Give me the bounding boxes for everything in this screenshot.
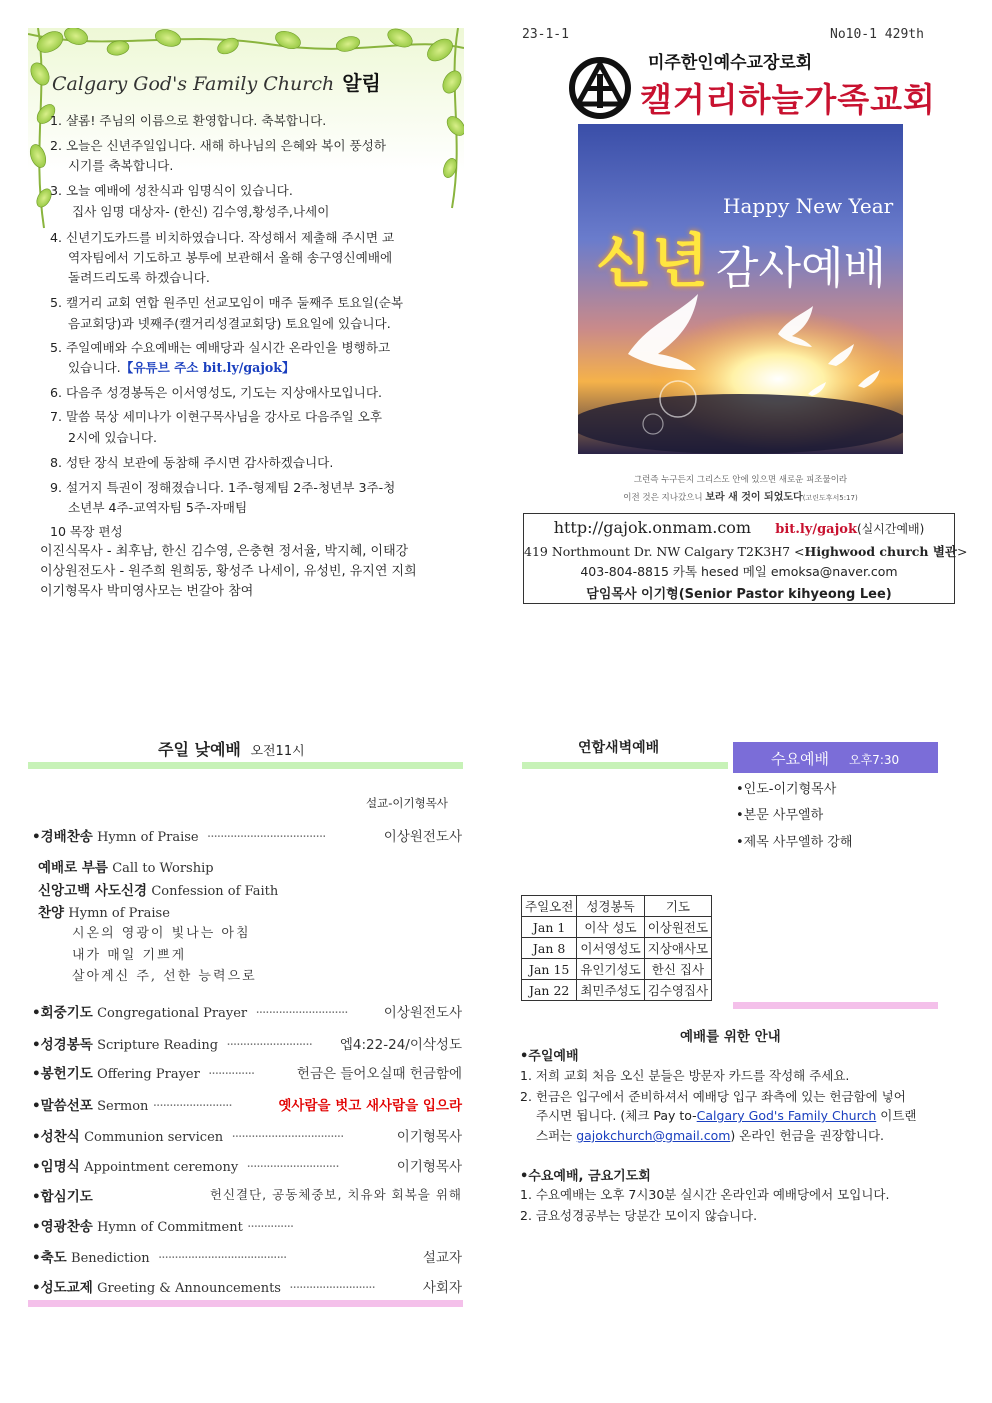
sunday-service-time: 오전11시 bbox=[250, 744, 305, 759]
sunday-service-title bbox=[158, 737, 305, 760]
order-key: •경배찬송 bbox=[32, 829, 93, 845]
notice-line: 이기형목사 박미영사모는 번갈아 참여 bbox=[40, 584, 254, 599]
order-row bbox=[38, 879, 468, 899]
verse-part-a: 이전 것은 지나갔으니 bbox=[623, 493, 706, 503]
order-row bbox=[32, 1185, 462, 1205]
notice-line: 8. 성탄 장식 보관에 동참해 주시면 감사하겠습니다. bbox=[50, 455, 334, 470]
order-english: Hymn of Praise bbox=[97, 830, 199, 845]
sunday-service-name: 주일 낮예배 bbox=[158, 740, 241, 759]
notice-line: 5. 주일예배와 수요예배는 예배당과 실시간 온라인을 병행하고 bbox=[50, 340, 391, 355]
order-row: •축도 Benediction ······································· 설교자 bbox=[32, 1246, 462, 1266]
live-label: (실시간예배) bbox=[856, 522, 925, 536]
order-english: Hymn of Praise bbox=[68, 906, 170, 921]
order-row: •회중기도 Congregational Prayer ···························· 이상원전도사 bbox=[32, 1001, 462, 1021]
title-rest-text: 감사예배 bbox=[716, 243, 887, 294]
order-english: Scripture Reading bbox=[97, 1038, 219, 1053]
notice-line: 이상원전도사 - 원주희 원희동, 황성주 나세이, 유성빈, 유지연 지희 bbox=[40, 564, 417, 579]
contact-box bbox=[523, 513, 968, 604]
notice-line: 2. 오늘은 신년주일입니다. 새해 하나님의 은혜와 복이 풍성하 bbox=[50, 138, 387, 153]
contact-line-web bbox=[524, 518, 954, 537]
order-row: •임명식 Appointment ceremony ···························· 이기형목사 bbox=[32, 1155, 462, 1175]
notice-line: 음교회당)과 넷째주(캘거리성결교회당) 토요일에 있습니다. bbox=[68, 316, 391, 331]
table-cell: 유인기성도 bbox=[577, 959, 644, 980]
order-leader: 설교자 bbox=[422, 1250, 462, 1266]
guide-line: 1. 수요예배는 오후 7시30분 실시간 온라인과 예배당에서 모입니다. bbox=[520, 1187, 890, 1202]
guide-text: 스퍼는 bbox=[536, 1128, 577, 1143]
venue-text: Highwood church 별관 bbox=[804, 544, 958, 559]
order-row: •성경봉독 Scripture Reading ·························· 엡4:22-24/이삭성도 bbox=[32, 1033, 462, 1053]
title-big-text: 신년 bbox=[596, 227, 709, 295]
table-cell: 지상애사모 bbox=[644, 938, 711, 959]
verse-part-b: 보라 새 것이 되었도다 bbox=[705, 492, 803, 503]
notice-line: 시기를 축복합니다. bbox=[68, 158, 174, 173]
order-row: •봉헌기도 Offering Prayer ·············· 헌금은 들어오실때 헌금함에 bbox=[32, 1062, 462, 1082]
notice-line: 소년부 4주-교역자팀 5주-자매팀 bbox=[68, 500, 248, 515]
hymn-title bbox=[72, 944, 502, 963]
bible-verse-line-1: 그런즉 누구든지 그리스도 안에 있으면 새로운 피조물이라 bbox=[633, 475, 848, 485]
guide-line: 2. 헌금은 입구에서 준비하셔서 예배당 입구 좌측에 있는 헌금함에 넣어 bbox=[520, 1089, 906, 1104]
table-cell: 김수영집사 bbox=[644, 980, 711, 1001]
order-leader: 이기형목사 bbox=[396, 1159, 462, 1175]
table-header-row bbox=[522, 896, 712, 917]
table-row bbox=[522, 917, 712, 938]
order-leader: 헌금은 들어오실때 헌금함에 bbox=[296, 1066, 462, 1082]
guide-line: 2. 금요성경공부는 당분간 모이지 않습니다. bbox=[520, 1208, 758, 1223]
table-header: 성경봉독 bbox=[577, 896, 644, 917]
order-row: •영광찬송 Hymn of Commitment ·············· bbox=[32, 1219, 294, 1235]
table-cell: 한신 집사 bbox=[644, 959, 711, 980]
church-logo-icon bbox=[568, 56, 632, 120]
date-code: 23-1-1 bbox=[522, 27, 569, 42]
table-row bbox=[522, 938, 712, 959]
order-leader: 헌신결단, 공동체중보, 치유와 회복을 위해 bbox=[209, 1187, 462, 1202]
order-key: •성찬식 bbox=[32, 1129, 80, 1145]
order-leader: 엡4:22-24/이삭성도 bbox=[339, 1037, 462, 1053]
venue-close: > bbox=[957, 544, 968, 559]
notice-line: 돌려드리도록 하겠습니다. bbox=[68, 270, 210, 285]
notice-title bbox=[52, 67, 381, 96]
guide-sunday-heading: •주일예배 bbox=[520, 1049, 579, 1064]
wednesday-item: •인도-이기형목사 bbox=[736, 782, 837, 797]
table-cell: 이상원전도 bbox=[644, 917, 711, 938]
senior-pastor: 담임목사 이기형(Senior Pastor kihyeong Lee) bbox=[586, 587, 892, 602]
order-row bbox=[38, 901, 468, 921]
order-key: •축도 bbox=[32, 1250, 67, 1266]
guide-title: 예배를 위한 안내 bbox=[680, 1029, 781, 1045]
table-cell: 최민주성도 bbox=[577, 980, 644, 1001]
guide-text: 주시면 됩니다. (체크 Pay to- bbox=[536, 1108, 697, 1123]
order-key: •성경봉독 bbox=[32, 1037, 93, 1053]
wednesday-title: 수요예배 bbox=[771, 750, 829, 768]
section-divider bbox=[28, 762, 463, 769]
notice-line: 9. 설거지 특권이 정해졌습니다. 1주-형제팀 2주-청년부 3주-청 bbox=[50, 480, 396, 495]
wednesday-item: •본문 사무엘하 bbox=[736, 808, 824, 823]
hymn-name: 내가 매일 기쁘게 bbox=[72, 948, 187, 963]
website-link[interactable]: http://gajok.onmam.com bbox=[553, 518, 752, 537]
hymn-title bbox=[72, 965, 502, 984]
order-row: •경배찬송 Hymn of Praise ···································· 이상원전도사 bbox=[32, 825, 462, 845]
section-divider bbox=[28, 1300, 463, 1307]
guide-wednesday-heading: •수요예배, 금요기도회 bbox=[520, 1169, 651, 1184]
section-divider bbox=[522, 762, 728, 769]
preacher-note: 설교-이기형목사 bbox=[366, 796, 448, 810]
table-cell: Jan 1 bbox=[522, 917, 577, 938]
order-english: Offering Prayer bbox=[97, 1067, 200, 1082]
notice-line: 6. 다음주 성경봉독은 이서영성도, 기도는 지상애사모입니다. bbox=[50, 385, 383, 400]
email-link[interactable]: gajokchurch@gmail.com bbox=[576, 1128, 731, 1143]
order-key: •임명식 bbox=[32, 1159, 80, 1175]
order-english: Congregational Prayer bbox=[97, 1006, 248, 1021]
order-key: •성도교제 bbox=[32, 1280, 93, 1296]
notice-title-ko: 알림 bbox=[342, 71, 381, 95]
order-english: Appointment ceremony bbox=[84, 1160, 239, 1175]
order-key: 예배로 부름 bbox=[38, 860, 108, 876]
order-english: Confession of Faith bbox=[151, 884, 279, 899]
live-stream-link[interactable]: bit.ly/gajok bbox=[775, 522, 857, 537]
guide-line bbox=[536, 1126, 884, 1144]
order-key: •회중기도 bbox=[32, 1005, 93, 1021]
verse-reference: (고린도후서5:17) bbox=[802, 494, 858, 502]
guide-line: 1. 저희 교회 처음 오신 분들은 방문자 카드를 작성해 주세요. bbox=[520, 1068, 850, 1083]
phone-email-line: 403-804-8815 카톡 hesed 메일 emoksa@naver.com bbox=[580, 564, 898, 579]
table-cell: 이서영성도 bbox=[577, 938, 644, 959]
issue-number: No10-1 429th bbox=[830, 27, 924, 42]
order-english: Hymn of Commitment bbox=[97, 1220, 243, 1235]
contact-line-address bbox=[524, 542, 968, 560]
notice-line: 집사 임명 대상자- (한신) 김수영,황성주,나세이 bbox=[72, 204, 330, 219]
order-leader: 사회자 bbox=[422, 1280, 462, 1296]
order-row: •성도교제 Greeting & Announcements ·························· 사회자 bbox=[32, 1276, 462, 1296]
notice-line-text: 있습니다. bbox=[68, 360, 121, 375]
order-english: Communion servicen bbox=[84, 1130, 224, 1145]
order-key: •말씀선포 bbox=[32, 1098, 93, 1114]
order-english: Sermon bbox=[97, 1099, 149, 1114]
order-row bbox=[38, 856, 468, 876]
notice-line: 4. 신년기도카드를 비치하였습니다. 작성해서 제출해 주시면 교 bbox=[50, 230, 395, 245]
table-row bbox=[522, 959, 712, 980]
guide-text: ) 온라인 헌금을 권장합니다. bbox=[730, 1128, 885, 1143]
table-row bbox=[522, 980, 712, 1001]
church-name: 캘거리하늘가족교회 bbox=[640, 80, 936, 119]
order-english: Greeting & Announcements bbox=[97, 1281, 281, 1296]
bible-verse-line-2 bbox=[578, 488, 903, 503]
address-text: 419 Northmount Dr. NW Calgary T2K3H7 < bbox=[524, 544, 805, 559]
table-header: 기도 bbox=[644, 896, 711, 917]
order-key: 신앙고백 사도신경 bbox=[38, 883, 148, 899]
order-key: •봉헌기도 bbox=[32, 1066, 93, 1082]
dawn-service-title: 연합새벽예배 bbox=[578, 740, 660, 756]
order-leader: 이상원전도사 bbox=[383, 829, 462, 845]
order-row: •말씀선포 Sermon ························ 옛사람을 벗고 새사람을 입으라 bbox=[32, 1094, 462, 1114]
notice-line: 7. 말씀 묵상 세미나가 이현구목사님을 강사로 다음주일 오후 bbox=[50, 409, 383, 424]
wednesday-header bbox=[733, 742, 938, 773]
section-divider bbox=[733, 1002, 938, 1009]
hymn-title bbox=[72, 922, 502, 941]
table-header: 주일오전 bbox=[522, 896, 577, 917]
hymn-name: 시온의 영광이 빛나는 아침 bbox=[72, 926, 251, 941]
denomination-name: 미주한인예수교장로회 bbox=[648, 53, 813, 73]
order-row: •성찬식 Communion servicen ·································· 이기형목사 bbox=[32, 1125, 462, 1145]
table-cell: Jan 22 bbox=[522, 980, 577, 1001]
sermon-title: 옛사람을 벗고 새사람을 입으라 bbox=[278, 1098, 462, 1114]
hymn-name: 살아계신 주, 선한 능력으로 bbox=[72, 969, 257, 984]
table-cell: 이삭 성도 bbox=[577, 917, 644, 938]
notice-line bbox=[68, 358, 295, 378]
new-year-worship-image bbox=[578, 124, 903, 454]
scripture-prayer-table bbox=[521, 895, 712, 1001]
order-english: Benediction bbox=[71, 1251, 150, 1266]
notice-line: 1. 샬롬! 주님의 이름으로 환영합니다. 축복합니다. bbox=[50, 113, 327, 128]
order-leader: 이상원전도사 bbox=[383, 1005, 462, 1021]
order-key: 찬양 bbox=[38, 905, 65, 921]
wednesday-item: •제목 사무엘하 강해 bbox=[736, 835, 853, 850]
notice-line: 역자팀에서 기도하고 봉투에 보관해서 올해 송구영신예배에 bbox=[68, 250, 393, 265]
wednesday-time: 오후7:30 bbox=[849, 753, 900, 767]
notice-line: 이진식목사 - 최후남, 한신 김수영, 은충현 정서율, 박지혜, 이태강 bbox=[40, 544, 409, 559]
happy-new-year-text: Happy New Year bbox=[723, 194, 894, 218]
notice-line: 2시에 있습니다. bbox=[68, 430, 158, 445]
payee-link[interactable]: Calgary God's Family Church bbox=[696, 1108, 877, 1123]
guide-text: 이트랜 bbox=[876, 1108, 917, 1123]
notice-line: 5. 캘거리 교회 연합 원주민 선교모임이 매주 둘째주 토요일(순복 bbox=[50, 295, 404, 310]
guide-line bbox=[536, 1106, 916, 1124]
order-key: •영광찬송 bbox=[32, 1219, 93, 1235]
table-cell: Jan 15 bbox=[522, 959, 577, 980]
table-cell: Jan 8 bbox=[522, 938, 577, 959]
notice-line: 10 목장 편성 bbox=[50, 524, 123, 539]
order-english: Call to Worship bbox=[112, 861, 214, 876]
notice-title-en: Calgary God's Family Church bbox=[52, 73, 335, 95]
order-key: •합심기도 bbox=[32, 1189, 93, 1205]
notice-line: 3. 오늘 예배에 성찬식과 임명식이 있습니다. bbox=[50, 183, 293, 198]
order-leader: 이기형목사 bbox=[396, 1129, 462, 1145]
youtube-link[interactable]: 【유튜브 주소 bit.ly/gajok】 bbox=[120, 360, 295, 375]
